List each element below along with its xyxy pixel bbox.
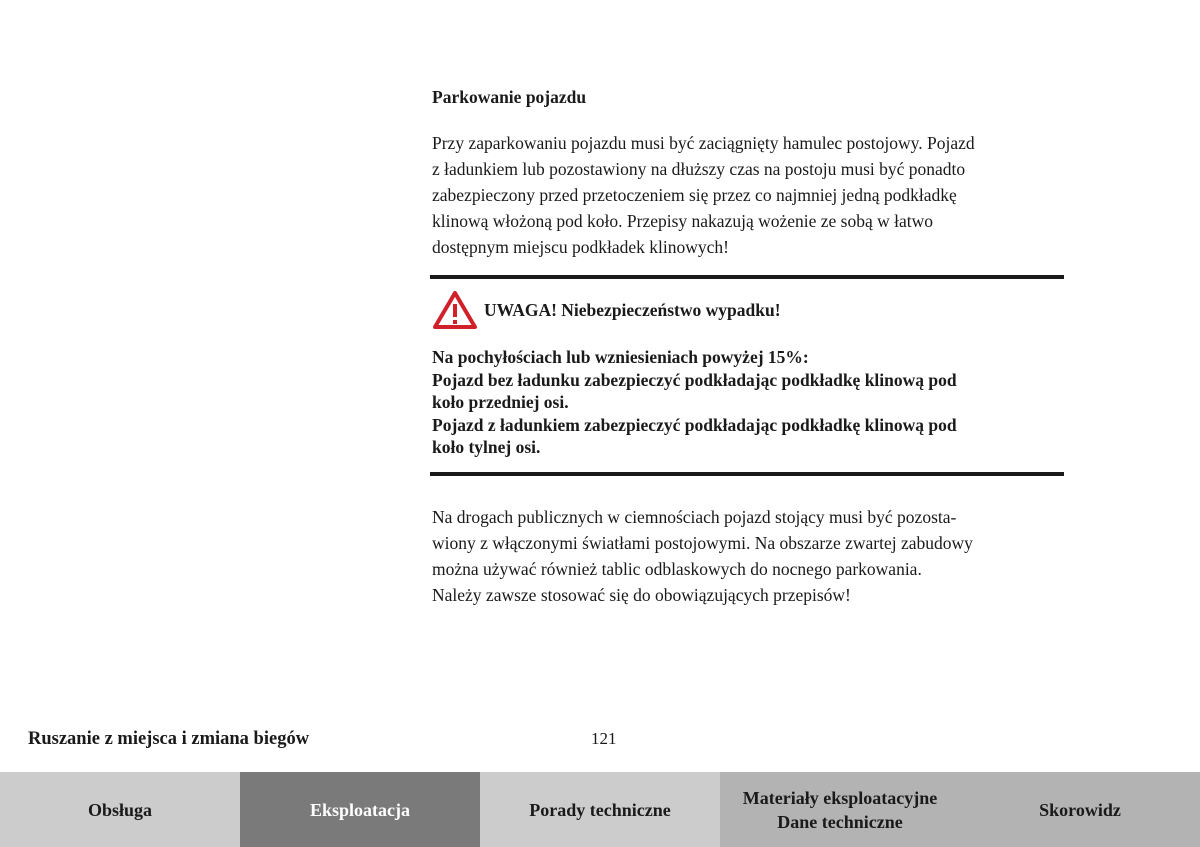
warning-line: Pojazd z ładunkiem zabezpieczyć podkładając podkładkę klinową pod [432,414,957,435]
tab-obsluga[interactable]: Obsługa [0,772,240,847]
tab-label-line1: Materiały eksploatacyjne [742,787,938,808]
bottom-navigation [0,772,1200,847]
paragraph-line: Należy zawsze stosować się do obowiązujących przepisów! [432,585,851,605]
warning-line: Pojazd bez ładunku zabezpieczyć podkładając podkładkę klinową pod [432,369,957,390]
page-number: 121 [591,729,617,748]
warning-line: koło przedniej osi. [432,392,569,412]
warning-triangle-icon [432,290,478,330]
warning-line: Na pochyłościach lub wzniesieniach powyżej 15%: [432,347,809,367]
tab-label-line2: Dane techniczne [777,811,903,832]
section-heading: Parkowanie pojazdu [432,87,587,107]
paragraph-line: z ładunkiem lub pozostawiony na dłuższy czas na postoju musi być ponadto [432,159,966,179]
paragraph-line: Na drogach publicznych w ciemnościach pojazd stojący musi być pozosta- [432,507,957,527]
paragraph-line: Przy zaparkowaniu pojazdu musi być zaciągnięty hamulec postojowy. Pojazd [432,133,975,153]
chapter-title: Ruszanie z miejsca i zmiana biegów [28,729,310,749]
paragraph-line: wiony z włączonymi światłami postojowymi. Na obszarze zwartej zabudowy [432,533,973,553]
paragraph-line: klinową włożoną pod koło. Przepisy nakazują wożenie ze sobą w łatwo [432,211,934,231]
warning-line: koło tylnej osi. [432,437,541,457]
warning-box [430,275,1064,476]
tab-eksploatacja[interactable]: Eksploatacja [240,772,480,847]
parking-paragraph [432,130,1062,260]
tab-porady-techniczne[interactable]: Porady techniczne [480,772,720,847]
paragraph-line: można używać również tablic odblaskowych do nocnego parkowania. [432,559,922,579]
night-parking-paragraph [432,504,1062,608]
tab-materialy-eksploatacyjne[interactable] [720,772,960,847]
paragraph-line: dostępnym miejscu podkładek klinowych! [432,237,729,257]
warning-title: UWAGA! Niebezpieczeństwo wypadku! [484,299,781,320]
warning-header [430,290,781,330]
paragraph-line: zabezpieczony przed przetoczeniem się przez co najmniej jedną podkładkę [432,185,957,205]
warning-body [432,346,1062,459]
tab-skorowidz[interactable]: Skorowidz [960,772,1200,847]
